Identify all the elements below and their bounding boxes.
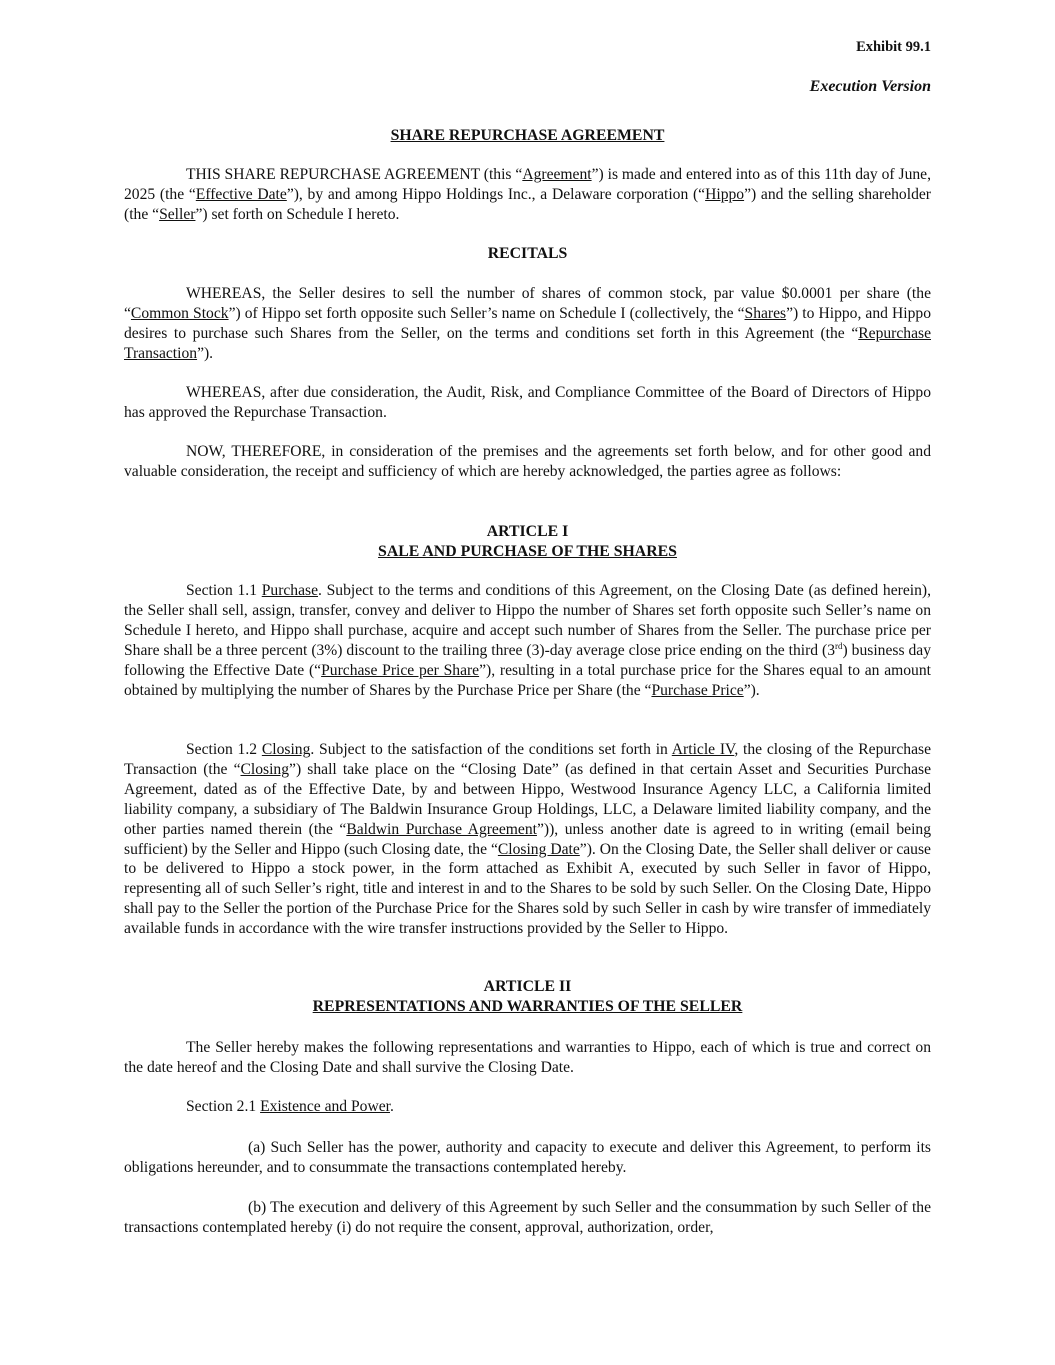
- now-therefore-paragraph: NOW, THEREFORE, in consideration of the premises and the agreements set forth below, and for other good and valuable consideration, the receipt and sufficiency of which are hereby acknowledged, the parties agree as follows:: [124, 443, 931, 480]
- defined-term: Hippo: [705, 185, 745, 203]
- section-heading: Purchase: [261, 582, 319, 599]
- document-title: SHARE REPURCHASE AGREEMENT: [390, 127, 665, 144]
- exhibit-label: Exhibit 99.1: [856, 39, 931, 55]
- article-1-heading: [124, 522, 931, 562]
- article-1-number: ARTICLE I: [486, 523, 569, 540]
- section-2-1: Section 2.1 Existence and Power.: [186, 1098, 394, 1115]
- defined-term: Baldwin Purchase Agreement: [346, 820, 537, 838]
- cross-reference: Article IV: [671, 741, 735, 758]
- defined-term: Closing Date: [497, 840, 580, 858]
- whereas-paragraph-2: WHEREAS, after due consideration, the Audit, Risk, and Compliance Committee of the Board of Directors of Hippo has approved the Repurchase Transaction.: [124, 384, 931, 421]
- clause-b: (b) The execution and delivery of this Agreement by such Seller and the consummation by such Seller of the transactions contemplated hereby (i) do not require the consent, approval, authorization, order,: [124, 1199, 931, 1236]
- defined-term: Repurchase Transaction: [124, 324, 931, 362]
- defined-term: Seller: [159, 205, 196, 223]
- section-1-1: Section 1.1 Purchase. Subject to the terms and conditions of this Agreement, on the Closing Date (as defined herein), the Seller shall sell, assign, transfer, convey and deliver to Hippo the number of Shares set forth opposite such Seller’s name on Schedule I hereto, and Hippo shall purchase, acquire and accept such number of Shares from the Seller. The purchase price per Share shall be a three percent (3%) discount to the trailing three (3)-day average close price ending on the third (3rd) business day following the Effective Date (“Purchase Price per Share”), resulting in a total purchase price for the Shares equal to an amount obtained by multiplying the number of Shares by the Purchase Price per Share (the “Purchase Price”).: [124, 582, 931, 699]
- recitals-heading: RECITALS: [487, 245, 568, 262]
- section-heading: Existence and Power: [260, 1098, 390, 1115]
- defined-term: Shares: [744, 304, 787, 322]
- article-1-title: SALE AND PURCHASE OF THE SHARES: [378, 542, 677, 560]
- defined-term: Effective Date: [195, 185, 287, 203]
- defined-term: Purchase Price per Share: [321, 661, 480, 679]
- article-2-heading: [124, 977, 931, 1017]
- defined-term: Common Stock: [130, 304, 229, 322]
- defined-term: Agreement: [522, 166, 592, 183]
- article-2-intro: The Seller hereby makes the following representations and warranties to Hippo, each of which is true and correct on the date hereof and the Closing Date and shall survive the Closing Date.: [124, 1039, 931, 1076]
- superscript: rd: [835, 640, 843, 651]
- whereas-paragraph-1: WHEREAS, the Seller desires to sell the number of shares of common stock, par value $0.0001 per share (the “Common Stock”) of Hippo set forth opposite such Seller’s name on Schedule I (collectively, the “Shares”) to Hippo, and Hippo desires to purchase such Shares from the Seller, on the terms and conditions set forth in this Agreement (the “Repurchase Transaction”).: [124, 285, 931, 362]
- article-2-number: ARTICLE II: [483, 978, 572, 995]
- defined-term: Purchase Price: [651, 681, 744, 699]
- section-heading: Closing: [261, 741, 311, 758]
- execution-version-label: Execution Version: [809, 78, 931, 95]
- defined-term: Closing: [240, 760, 290, 778]
- article-2-title: REPRESENTATIONS AND WARRANTIES OF THE SELLER: [312, 997, 743, 1015]
- clause-a: (a) Such Seller has the power, authority and capacity to execute and deliver this Agreement, to perform its obligations hereunder, and to consummate the transactions contemplated hereby.: [124, 1139, 931, 1176]
- section-1-2: Section 1.2 Closing. Subject to the satisfaction of the conditions set forth in Article IV, the closing of the Repurchase Transaction (the “Closing”) shall take place on the “Closing Date” (as defined in that certain Asset and Securities Purchase Agreement, dated as of the Effective Date, by and between Hippo, Westwood Insurance Agency LLC, a California limited liability company, a subsidiary of The Baldwin Insurance Group Holdings, LLC, a Delaware limited liability company, and the other parties named therein (the “Baldwin Purchase Agreement”)), unless another date is agreed to in writing (email being sufficient) by the Seller and Hippo (such Closing date, the “Closing Date”). On the Closing Date, the Seller shall deliver or cause to be delivered to Hippo a stock power, in the form attached as Exhibit A, executed by such Seller in favor of Hippo, representing all of such Seller’s right, title and interest in and to the Shares to be sold by such Seller. On the Closing Date, Hippo shall pay to the Seller the portion of the Purchase Price for the Shares sold by such Seller in cash by wire transfer of immediately available funds in accordance with the wire transfer instructions provided by the Seller to Hippo.: [124, 741, 932, 938]
- intro-paragraph: THIS SHARE REPURCHASE AGREEMENT (this “Agreement”) is made and entered into as of this 11th day of June, 2025 (the “Effective Date”), by and among Hippo Holdings Inc., a Delaware corporation (“Hippo”) and the selling shareholder (the “Seller”) set forth on Schedule I hereto.: [124, 166, 931, 223]
